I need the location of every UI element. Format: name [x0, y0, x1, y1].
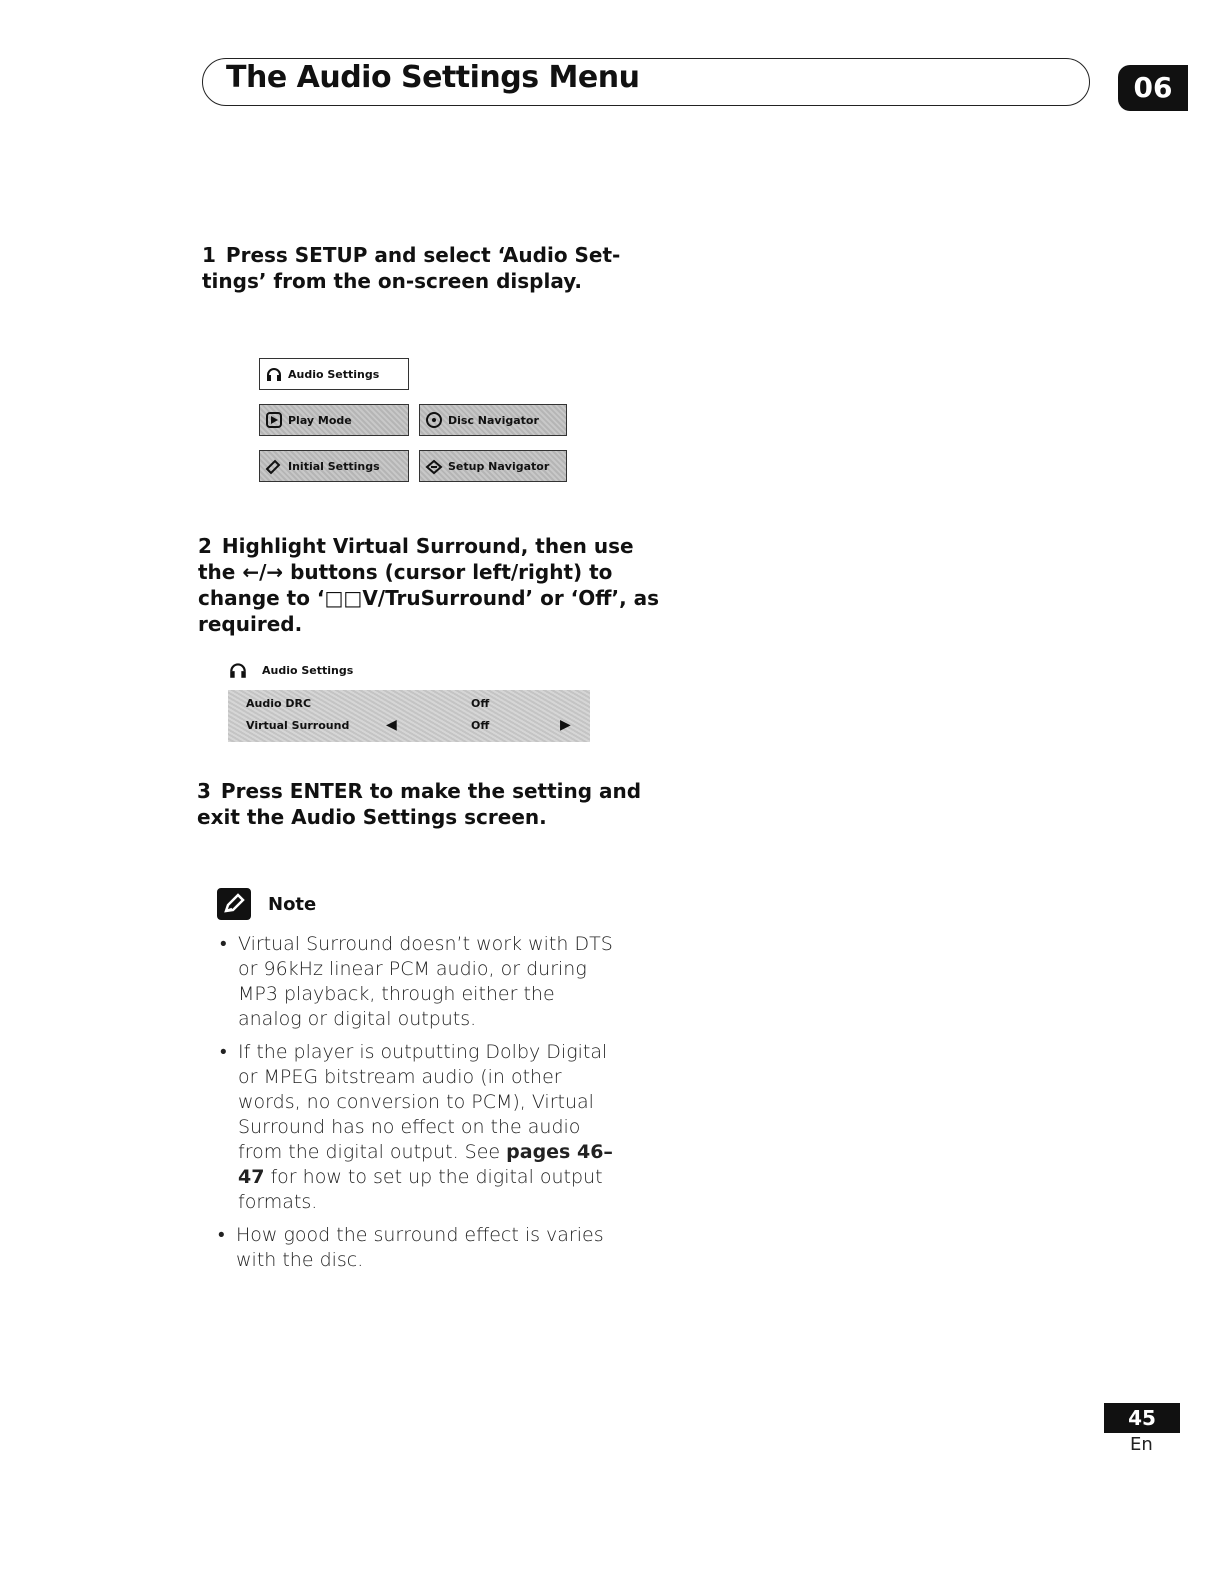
bullet-text: from the digital output. See [238, 1141, 507, 1163]
menu-row-audio-drc [228, 692, 590, 714]
menu-row-label: Audio DRC [246, 696, 312, 710]
step-text: change to ‘□□V/TruSurround’ or ‘Off’, as [198, 586, 660, 610]
menu-row-label: Virtual Surround [246, 718, 350, 732]
step-text: Press ENTER to make the setting and [220, 779, 642, 803]
menu-row-value: Off [471, 718, 490, 732]
step-text: Highlight Virtual Surround, then use [221, 534, 634, 558]
step-text: tings’ from the on-screen display. [202, 269, 583, 293]
note-title: Note [268, 894, 317, 915]
osd-disc-navigator-button [419, 404, 567, 436]
arrow-left-icon: ◀ [386, 717, 397, 733]
note-bullet-3 [218, 1223, 604, 1273]
step-3 [197, 778, 641, 830]
bullet-line: or MPEG bitstream audio (in other [238, 1066, 562, 1088]
osd-label: Setup Navigator [448, 459, 550, 473]
language-code: En [1130, 1434, 1153, 1455]
arrow-right-icon: ▶ [560, 717, 571, 733]
navigator-icon [424, 456, 444, 476]
step-text: Press SETUP and select ‘Audio Set- [225, 243, 621, 267]
bullet-line: with the disc. [236, 1249, 364, 1271]
menu-title: Audio Settings [262, 663, 354, 677]
osd-audio-settings-button [259, 358, 409, 390]
bullet-line: Surround has no effect on the audio [238, 1116, 581, 1138]
bullet-line: Virtual Surround doesn’t work with DTS [238, 933, 613, 955]
page-title: The Audio Settings Menu [226, 60, 640, 95]
wrench-icon [264, 456, 284, 476]
bullet-line [238, 1165, 613, 1190]
headphones-icon [264, 364, 284, 384]
bullet-line: How good the surround effect is varies [236, 1224, 604, 1246]
bullet-line: MP3 playback, through either the [238, 983, 555, 1005]
osd-label: Initial Settings [288, 459, 380, 473]
step-text: exit the Audio Settings screen. [197, 805, 547, 829]
osd-label: Disc Navigator [448, 413, 539, 427]
step-text: the ←/→ buttons (cursor left/right) to [198, 560, 613, 584]
bullet-dot: • [220, 933, 227, 955]
step-number: 2 [198, 534, 212, 558]
headphones-icon [228, 660, 248, 680]
bullet-line: or 96kHz linear PCM audio, or during [238, 958, 587, 980]
bullet-line: If the player is outputting Dolby Digital [238, 1041, 608, 1063]
chapter-badge: 06 [1118, 65, 1188, 111]
menu-header [228, 660, 353, 680]
note-bullet-2 [220, 1040, 613, 1215]
osd-play-mode-button [259, 404, 409, 436]
osd-initial-settings-button [259, 450, 409, 482]
bullet-line: words, no conversion to PCM), Virtual [238, 1091, 594, 1113]
disc-icon [424, 410, 444, 430]
step-number: 3 [197, 779, 211, 803]
play-mode-icon [264, 410, 284, 430]
step-2 [198, 533, 659, 637]
note-bullet-1 [220, 932, 613, 1032]
step-text: required. [198, 612, 303, 636]
page-number: 45 [1104, 1403, 1180, 1433]
bullet-dot: • [220, 1041, 227, 1063]
bullet-dot: • [218, 1224, 225, 1246]
osd-label: Audio Settings [288, 367, 380, 381]
page-reference: pages 46– [506, 1141, 613, 1163]
step-number: 1 [202, 243, 216, 267]
step-1 [202, 242, 620, 294]
page-reference: 47 [238, 1166, 265, 1188]
menu-row-value: Off [471, 696, 490, 710]
bullet-text: for how to set up the digital output [264, 1166, 603, 1188]
bullet-line: formats. [238, 1191, 318, 1213]
osd-label: Play Mode [288, 413, 352, 427]
bullet-line [238, 1140, 613, 1165]
menu-row-virtual-surround [228, 714, 590, 736]
menu-panel [228, 690, 590, 742]
bullet-line: analog or digital outputs. [238, 1008, 477, 1030]
osd-setup-navigator-button [419, 450, 567, 482]
pencil-icon [217, 888, 251, 920]
